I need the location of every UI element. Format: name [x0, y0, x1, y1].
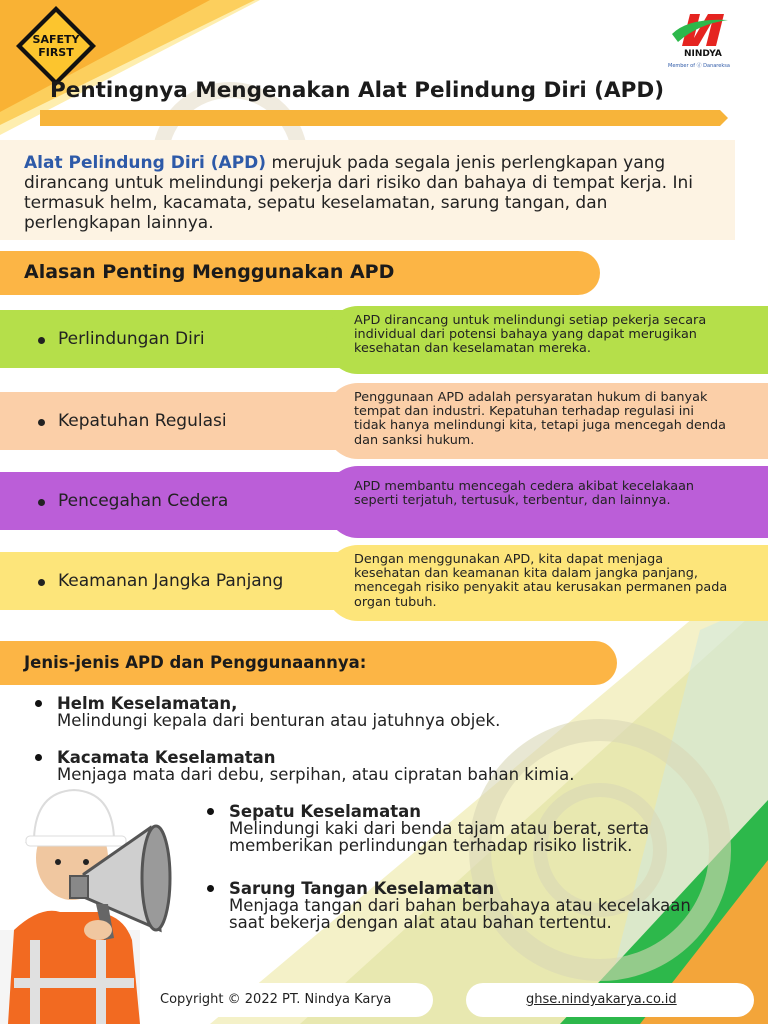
- intro-box: [0, 140, 735, 240]
- bullet-dot: [207, 808, 214, 815]
- reason-label-4: Keamanan Jangka Panjang: [58, 571, 284, 591]
- reason-row-4-desc: [326, 545, 768, 621]
- badge-line2: FIRST: [38, 46, 74, 59]
- apd-item-3: [229, 803, 739, 854]
- reason-desc-1: APD dirancang untuk melindungi setiap pekerja secara individual dari potensi bahaya yang dapat merugikan kesehatan dan keselamatan mereka.: [354, 313, 707, 357]
- copyright-pill: [148, 983, 433, 1017]
- apd-item-1-title: Helm Keselamatan,: [57, 694, 238, 713]
- apd-item-3-desc: Melindungi kaki dari benda tajam atau berat, serta memberikan perlindungan terhadap risiko listrik.: [229, 819, 650, 855]
- bullet-dot: [38, 419, 45, 426]
- reason-row-1-desc: [326, 306, 768, 374]
- website-pill[interactable]: [466, 983, 754, 1017]
- intro-paragraph: [24, 153, 724, 233]
- reason-label-3: Pencegahan Cedera: [58, 491, 229, 511]
- types-heading: Jenis-jenis APD dan Penggunaannya:: [24, 653, 367, 672]
- reasons-heading: Alasan Penting Menggunakan APD: [24, 261, 395, 283]
- logo-tagline: Member of ⓓ Danareksa: [668, 63, 730, 69]
- intro-text: merujuk pada segala jenis perlengkapan yang dirancang untuk melindungi pekerja dari risiko dan bahaya di tempat kerja. Ini termasuk helm, kacamata, sepatu keselamatan, sarung tangan, dan perlengkapan lainnya.: [24, 153, 694, 233]
- safety-first-badge: [14, 4, 98, 88]
- apd-item-4-title: Sarung Tangan Keselamatan: [229, 879, 495, 898]
- apd-item-3-title: Sepatu Keselamatan: [229, 802, 421, 821]
- reason-row-2-label: [0, 392, 380, 450]
- bullet-dot: [38, 499, 45, 506]
- company-logo: [668, 8, 732, 72]
- website-link[interactable]: ghse.nindyakarya.co.id: [526, 992, 677, 1007]
- apd-item-1-desc: Melindungi kepala dari benturan atau jatuhnya objek.: [57, 711, 501, 730]
- page-title: Pentingnya Mengenakan Alat Pelindung Diri (APD): [50, 78, 665, 103]
- bullet-dot: [35, 754, 42, 761]
- nindya-logo-icon: [668, 8, 732, 50]
- bullet-dot: [207, 885, 214, 892]
- intro-highlight: Alat Pelindung Diri (APD): [24, 153, 267, 173]
- badge-line1: SAFETY: [32, 33, 80, 46]
- logo-name: NINDYA: [684, 49, 722, 59]
- reasons-heading-bar: [0, 251, 600, 295]
- reason-desc-2: Penggunaan APD adalah persyaratan hukum di banyak tempat dan industri. Kepatuhan terhadap regulasi ini tidak hanya melindungi kita, tetapi juga mencegah denda dan sanksi hukum.: [354, 390, 726, 448]
- apd-item-2-desc: Menjaga mata dari debu, serpihan, atau cipratan bahan kimia.: [57, 765, 575, 784]
- reason-row-4-label: [0, 552, 380, 610]
- reason-desc-3: APD membantu mencegah cedera akibat kecelakaan seperti terjatuh, tertusuk, terbentur, dan lainnya.: [354, 479, 695, 509]
- copyright-text: Copyright © 2022 PT. Nindya Karya: [160, 992, 392, 1007]
- bullet-dot: [38, 579, 45, 586]
- reason-row-3-label: [0, 472, 380, 530]
- apd-item-1: [57, 695, 657, 729]
- reason-row-3-desc: [326, 466, 768, 538]
- reason-label-2: Kepatuhan Regulasi: [58, 411, 227, 431]
- apd-item-2: [57, 749, 697, 783]
- apd-item-4: [229, 880, 729, 931]
- reason-label-1: Perlindungan Diri: [58, 329, 205, 349]
- bullet-dot: [35, 700, 42, 707]
- reason-row-2-desc: [326, 383, 768, 459]
- apd-item-2-title: Kacamata Keselamatan: [57, 748, 276, 767]
- bullet-dot: [38, 337, 45, 344]
- apd-item-4-desc: Menjaga tangan dari bahan berbahaya atau kecelakaan saat bekerja dengan alat atau bahan tertentu.: [229, 896, 691, 932]
- reason-desc-4: Dengan menggunakan APD, kita dapat menjaga kesehatan dan keamanan kita dalam jangka panjang, mencegah risiko penyakit atau kerusakan permanen pada organ tubuh.: [354, 552, 728, 610]
- types-heading-bar: [0, 641, 617, 685]
- reason-row-1-label: [0, 310, 380, 368]
